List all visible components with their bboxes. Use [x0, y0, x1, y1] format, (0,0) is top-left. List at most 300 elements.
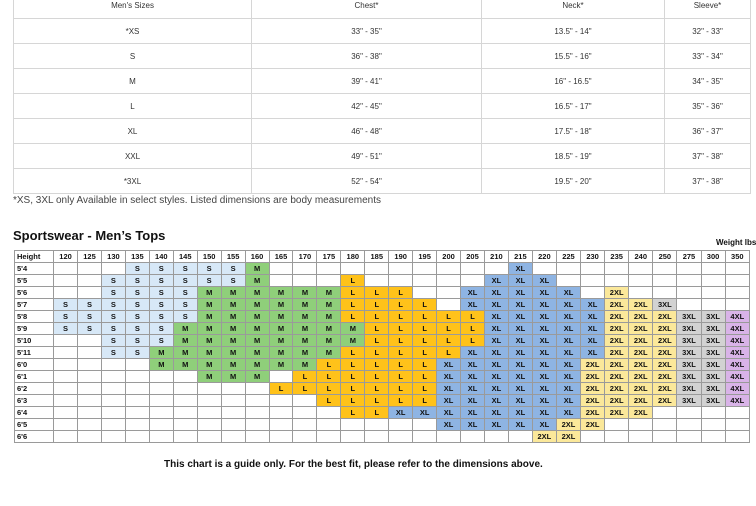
size-cell [677, 407, 701, 419]
neck-cell: 19.5" - 20" [482, 169, 665, 194]
size-cell: 3XL [701, 323, 725, 335]
size-cell [101, 407, 125, 419]
size-cell: 2XL [605, 347, 629, 359]
size-cell: XL [484, 311, 508, 323]
weight-tick: 165 [269, 251, 293, 263]
size-cell: 2XL [605, 371, 629, 383]
size-cell: L [365, 347, 389, 359]
chest-cell: 49" - 51" [252, 144, 482, 169]
size-cell: XL [532, 359, 556, 371]
size-cell [581, 263, 605, 275]
size-cell: 2XL [653, 371, 677, 383]
size-cell [293, 407, 317, 419]
measurements-row [14, 94, 751, 119]
size-cell: M [245, 359, 269, 371]
size-cell [556, 263, 580, 275]
size-cell [245, 431, 269, 443]
size-cell: XL [532, 287, 556, 299]
size-cell: S [173, 299, 197, 311]
size-cell: M [197, 311, 221, 323]
size-cell [365, 275, 389, 287]
size-cell: 2XL [653, 335, 677, 347]
weight-tick: 170 [293, 251, 317, 263]
size-cell [461, 263, 485, 275]
size-cell [677, 299, 701, 311]
size-cell [437, 275, 461, 287]
size-cell: L [389, 287, 413, 299]
size-cell [101, 359, 125, 371]
size-cell: XXL [14, 144, 252, 169]
size-cell: S [14, 44, 252, 69]
size-cell [173, 371, 197, 383]
size-cell: 4XL [725, 311, 749, 323]
weight-tick: 250 [653, 251, 677, 263]
size-cell: L [389, 395, 413, 407]
size-cell [581, 275, 605, 287]
size-cell: XL [413, 407, 437, 419]
size-cell: M [317, 347, 341, 359]
chest-cell: 39" - 41" [252, 69, 482, 94]
neck-cell: 17.5" - 18" [482, 119, 665, 144]
size-cell: M [197, 335, 221, 347]
sleeve-cell: 33" - 34" [665, 44, 751, 69]
size-cell: M [269, 359, 293, 371]
size-cell: 3XL [701, 359, 725, 371]
measurements-row [14, 19, 751, 44]
size-cell [197, 395, 221, 407]
size-cell [484, 263, 508, 275]
size-cell: M [341, 335, 365, 347]
size-cell: L [413, 383, 437, 395]
size-cell: M [317, 299, 341, 311]
size-cell: M [293, 359, 317, 371]
neck-cell: 15.5" - 16" [482, 44, 665, 69]
size-cell [78, 431, 102, 443]
size-cell [341, 419, 365, 431]
size-cell: 3XL [653, 299, 677, 311]
size-cell: 2XL [605, 299, 629, 311]
size-cell: XL [581, 335, 605, 347]
size-cell: XL [484, 275, 508, 287]
size-cell: M [221, 371, 245, 383]
size-cell [197, 419, 221, 431]
size-cell [437, 263, 461, 275]
size-cell: M [245, 275, 269, 287]
size-cell [725, 419, 749, 431]
size-cell: L [365, 335, 389, 347]
size-cell: XL [556, 395, 580, 407]
size-cell: S [101, 299, 125, 311]
size-cell: XL [556, 359, 580, 371]
size-cell: M [245, 287, 269, 299]
size-cell: XL [437, 395, 461, 407]
size-cell [269, 419, 293, 431]
chest-cell: 36" - 38" [252, 44, 482, 69]
size-cell: L [341, 347, 365, 359]
size-cell: S [173, 275, 197, 287]
size-cell: XL [508, 371, 532, 383]
size-cell: XL [461, 395, 485, 407]
size-cell: 2XL [629, 359, 653, 371]
size-cell [54, 431, 78, 443]
size-cell: *XS [14, 19, 252, 44]
size-cell: XL [532, 311, 556, 323]
measurements-header-row [14, 0, 751, 19]
height-tick: 5'8 [15, 311, 54, 323]
size-cell: S [149, 299, 173, 311]
size-cell: S [125, 287, 149, 299]
size-cell: 2XL [629, 347, 653, 359]
size-cell: XL [437, 419, 461, 431]
size-cell [101, 395, 125, 407]
size-cell [78, 371, 102, 383]
size-cell [677, 287, 701, 299]
size-cell [629, 431, 653, 443]
size-cell: L [437, 347, 461, 359]
size-cell: M [269, 287, 293, 299]
size-cell: L [341, 359, 365, 371]
size-cell: XL [508, 383, 532, 395]
size-cell: 3XL [677, 395, 701, 407]
weight-tick: 225 [556, 251, 580, 263]
height-tick: 5'5 [15, 275, 54, 287]
size-cell [605, 419, 629, 431]
size-cell: S [125, 347, 149, 359]
height-row [15, 347, 750, 359]
size-cell: M [293, 299, 317, 311]
height-row [15, 407, 750, 419]
size-cell: 3XL [677, 347, 701, 359]
weight-axis-label: Weight lbs [716, 238, 756, 247]
size-cell [245, 395, 269, 407]
size-cell: L [389, 347, 413, 359]
size-cell [389, 275, 413, 287]
weight-tick: 150 [197, 251, 221, 263]
size-cell [269, 395, 293, 407]
size-cell: 3XL [701, 383, 725, 395]
size-cell [173, 395, 197, 407]
size-cell [653, 287, 677, 299]
size-cell: S [149, 323, 173, 335]
size-cell [293, 395, 317, 407]
size-cell: M [269, 311, 293, 323]
size-cell: XL [461, 359, 485, 371]
size-cell: XL [508, 263, 532, 275]
size-cell: M [197, 359, 221, 371]
size-cell: S [149, 311, 173, 323]
size-cell: XL [14, 119, 252, 144]
size-cell: XL [484, 347, 508, 359]
size-cell [269, 431, 293, 443]
size-cell [245, 419, 269, 431]
size-cell [437, 299, 461, 311]
size-cell: S [173, 311, 197, 323]
size-cell [317, 407, 341, 419]
size-cell [125, 407, 149, 419]
size-cell: 2XL [605, 335, 629, 347]
header-mens-sizes: Men's Sizes [14, 0, 252, 19]
size-cell: 2XL [605, 311, 629, 323]
height-tick: 6'5 [15, 419, 54, 431]
size-cell [413, 287, 437, 299]
size-cell [78, 347, 102, 359]
size-cell [54, 419, 78, 431]
size-cell: 2XL [653, 347, 677, 359]
size-cell [149, 431, 173, 443]
size-cell [78, 263, 102, 275]
size-cell [78, 359, 102, 371]
size-cell: XL [556, 311, 580, 323]
height-tick: 6'2 [15, 383, 54, 395]
size-cell [54, 395, 78, 407]
size-cell: L [389, 383, 413, 395]
weight-tick: 210 [484, 251, 508, 263]
weight-tick: 215 [508, 251, 532, 263]
size-cell [101, 371, 125, 383]
size-cell: XL [581, 347, 605, 359]
size-cell: XL [532, 383, 556, 395]
size-cell: XL [437, 407, 461, 419]
size-cell: L [413, 347, 437, 359]
weight-tick: 220 [532, 251, 556, 263]
size-cell: XL [484, 407, 508, 419]
size-cell: M [269, 323, 293, 335]
height-row [15, 371, 750, 383]
height-row [15, 323, 750, 335]
size-cell: XL [581, 323, 605, 335]
size-cell: XL [508, 395, 532, 407]
size-cell: L [437, 335, 461, 347]
size-cell: M [197, 299, 221, 311]
size-cell [629, 419, 653, 431]
size-cell: 2XL [653, 395, 677, 407]
size-cell: 2XL [605, 287, 629, 299]
size-cell [149, 407, 173, 419]
size-cell [317, 431, 341, 443]
size-cell: L [461, 311, 485, 323]
height-tick: 6'3 [15, 395, 54, 407]
size-cell: XL [461, 371, 485, 383]
weight-tick: 240 [629, 251, 653, 263]
size-cell [581, 431, 605, 443]
size-cell: XL [556, 407, 580, 419]
size-cell: 2XL [629, 407, 653, 419]
size-cell [269, 263, 293, 275]
size-cell: S [101, 335, 125, 347]
size-chart-grid [14, 250, 750, 443]
size-cell [701, 407, 725, 419]
sportswear-title: Sportswear - Men’s Tops [13, 228, 166, 243]
size-cell [245, 383, 269, 395]
size-cell: M [317, 335, 341, 347]
size-cell [317, 263, 341, 275]
size-cell [54, 383, 78, 395]
size-cell: XL [484, 395, 508, 407]
size-cell: XL [581, 311, 605, 323]
size-cell: 3XL [677, 383, 701, 395]
height-tick: 5'4 [15, 263, 54, 275]
size-cell [677, 275, 701, 287]
measurements-row [14, 144, 751, 169]
size-cell: XL [484, 323, 508, 335]
size-cell [125, 419, 149, 431]
size-cell: S [101, 287, 125, 299]
height-row [15, 311, 750, 323]
neck-cell: 13.5" - 14" [482, 19, 665, 44]
size-cell: L [341, 407, 365, 419]
size-cell [629, 275, 653, 287]
size-cell [54, 359, 78, 371]
measurements-note: *XS, 3XL only Available in select styles. Listed dimensions are body measurements [13, 195, 381, 206]
size-cell: L [389, 359, 413, 371]
size-cell [653, 263, 677, 275]
size-cell [101, 419, 125, 431]
size-cell: 2XL [556, 431, 580, 443]
size-cell: L [317, 371, 341, 383]
size-cell [437, 431, 461, 443]
size-cell [556, 275, 580, 287]
size-cell: S [221, 263, 245, 275]
weight-tick: 135 [125, 251, 149, 263]
header-sleeve: Sleeve* [665, 0, 751, 19]
measurements-row [14, 119, 751, 144]
size-cell: L [341, 287, 365, 299]
size-cell: 2XL [605, 395, 629, 407]
size-cell [365, 263, 389, 275]
size-cell [413, 431, 437, 443]
size-cell: XL [508, 311, 532, 323]
size-cell [54, 371, 78, 383]
size-cell [78, 275, 102, 287]
size-cell [149, 395, 173, 407]
size-cell: L [365, 299, 389, 311]
weight-tick: 140 [149, 251, 173, 263]
size-cell: 3XL [701, 395, 725, 407]
size-cell: XL [484, 299, 508, 311]
weight-tick: 190 [389, 251, 413, 263]
size-cell: 3XL [701, 371, 725, 383]
size-cell: L [365, 383, 389, 395]
size-cell [677, 419, 701, 431]
size-cell: S [101, 323, 125, 335]
size-cell [413, 275, 437, 287]
size-cell: 3XL [701, 347, 725, 359]
size-cell [269, 407, 293, 419]
size-cell [125, 395, 149, 407]
neck-cell: 16" - 16.5" [482, 69, 665, 94]
height-tick: 6'6 [15, 431, 54, 443]
size-cell [701, 263, 725, 275]
size-cell: S [149, 275, 173, 287]
size-cell [221, 431, 245, 443]
size-cell: M [245, 299, 269, 311]
size-cell: 4XL [725, 347, 749, 359]
size-cell: M [245, 323, 269, 335]
height-tick: 6'4 [15, 407, 54, 419]
size-cell: XL [532, 335, 556, 347]
size-cell [173, 431, 197, 443]
size-cell [413, 263, 437, 275]
size-cell: XL [484, 287, 508, 299]
size-cell [245, 407, 269, 419]
size-cell: S [54, 311, 78, 323]
size-cell: XL [484, 359, 508, 371]
size-cell [149, 371, 173, 383]
height-tick: 5'10 [15, 335, 54, 347]
size-cell [54, 347, 78, 359]
weight-tick: 230 [581, 251, 605, 263]
chest-cell: 42" - 45" [252, 94, 482, 119]
size-cell: 2XL [532, 431, 556, 443]
size-cell: XL [484, 383, 508, 395]
size-cell: XL [532, 299, 556, 311]
size-cell: L [341, 371, 365, 383]
size-cell [677, 431, 701, 443]
height-tick: 5'7 [15, 299, 54, 311]
size-cell: S [101, 275, 125, 287]
size-cell: L [317, 395, 341, 407]
size-cell [461, 431, 485, 443]
size-cell: S [125, 263, 149, 275]
size-cell [173, 419, 197, 431]
size-cell [629, 263, 653, 275]
size-cell [221, 407, 245, 419]
size-cell [365, 431, 389, 443]
chest-cell: 46" - 48" [252, 119, 482, 144]
size-cell [317, 419, 341, 431]
size-cell: L [413, 335, 437, 347]
size-cell [413, 419, 437, 431]
height-row [15, 419, 750, 431]
size-cell: S [101, 311, 125, 323]
size-cell: L [365, 371, 389, 383]
height-tick: 6'1 [15, 371, 54, 383]
size-cell: L [341, 275, 365, 287]
height-row [15, 335, 750, 347]
size-cell: L [389, 311, 413, 323]
size-cell: M [245, 347, 269, 359]
size-cell: L [341, 383, 365, 395]
size-cell: XL [556, 335, 580, 347]
size-cell [293, 431, 317, 443]
size-cell [149, 383, 173, 395]
size-cell [701, 299, 725, 311]
size-cell: XL [461, 419, 485, 431]
size-cell [293, 263, 317, 275]
height-axis-label: Height [15, 251, 54, 263]
size-cell: 2XL [629, 335, 653, 347]
size-cell: M [245, 311, 269, 323]
size-cell: 2XL [581, 419, 605, 431]
size-cell: 2XL [581, 371, 605, 383]
size-cell [508, 431, 532, 443]
size-cell: M [197, 287, 221, 299]
size-cell: 4XL [725, 383, 749, 395]
size-cell: 3XL [677, 335, 701, 347]
size-cell: XL [437, 371, 461, 383]
size-cell: S [221, 275, 245, 287]
size-cell: XL [581, 299, 605, 311]
size-cell [653, 431, 677, 443]
size-cell: M [173, 335, 197, 347]
size-cell: XL [508, 407, 532, 419]
weight-tick: 235 [605, 251, 629, 263]
size-cell: L [317, 383, 341, 395]
weight-tick: 130 [101, 251, 125, 263]
size-cell: S [125, 323, 149, 335]
size-cell: M [245, 263, 269, 275]
size-cell [125, 431, 149, 443]
